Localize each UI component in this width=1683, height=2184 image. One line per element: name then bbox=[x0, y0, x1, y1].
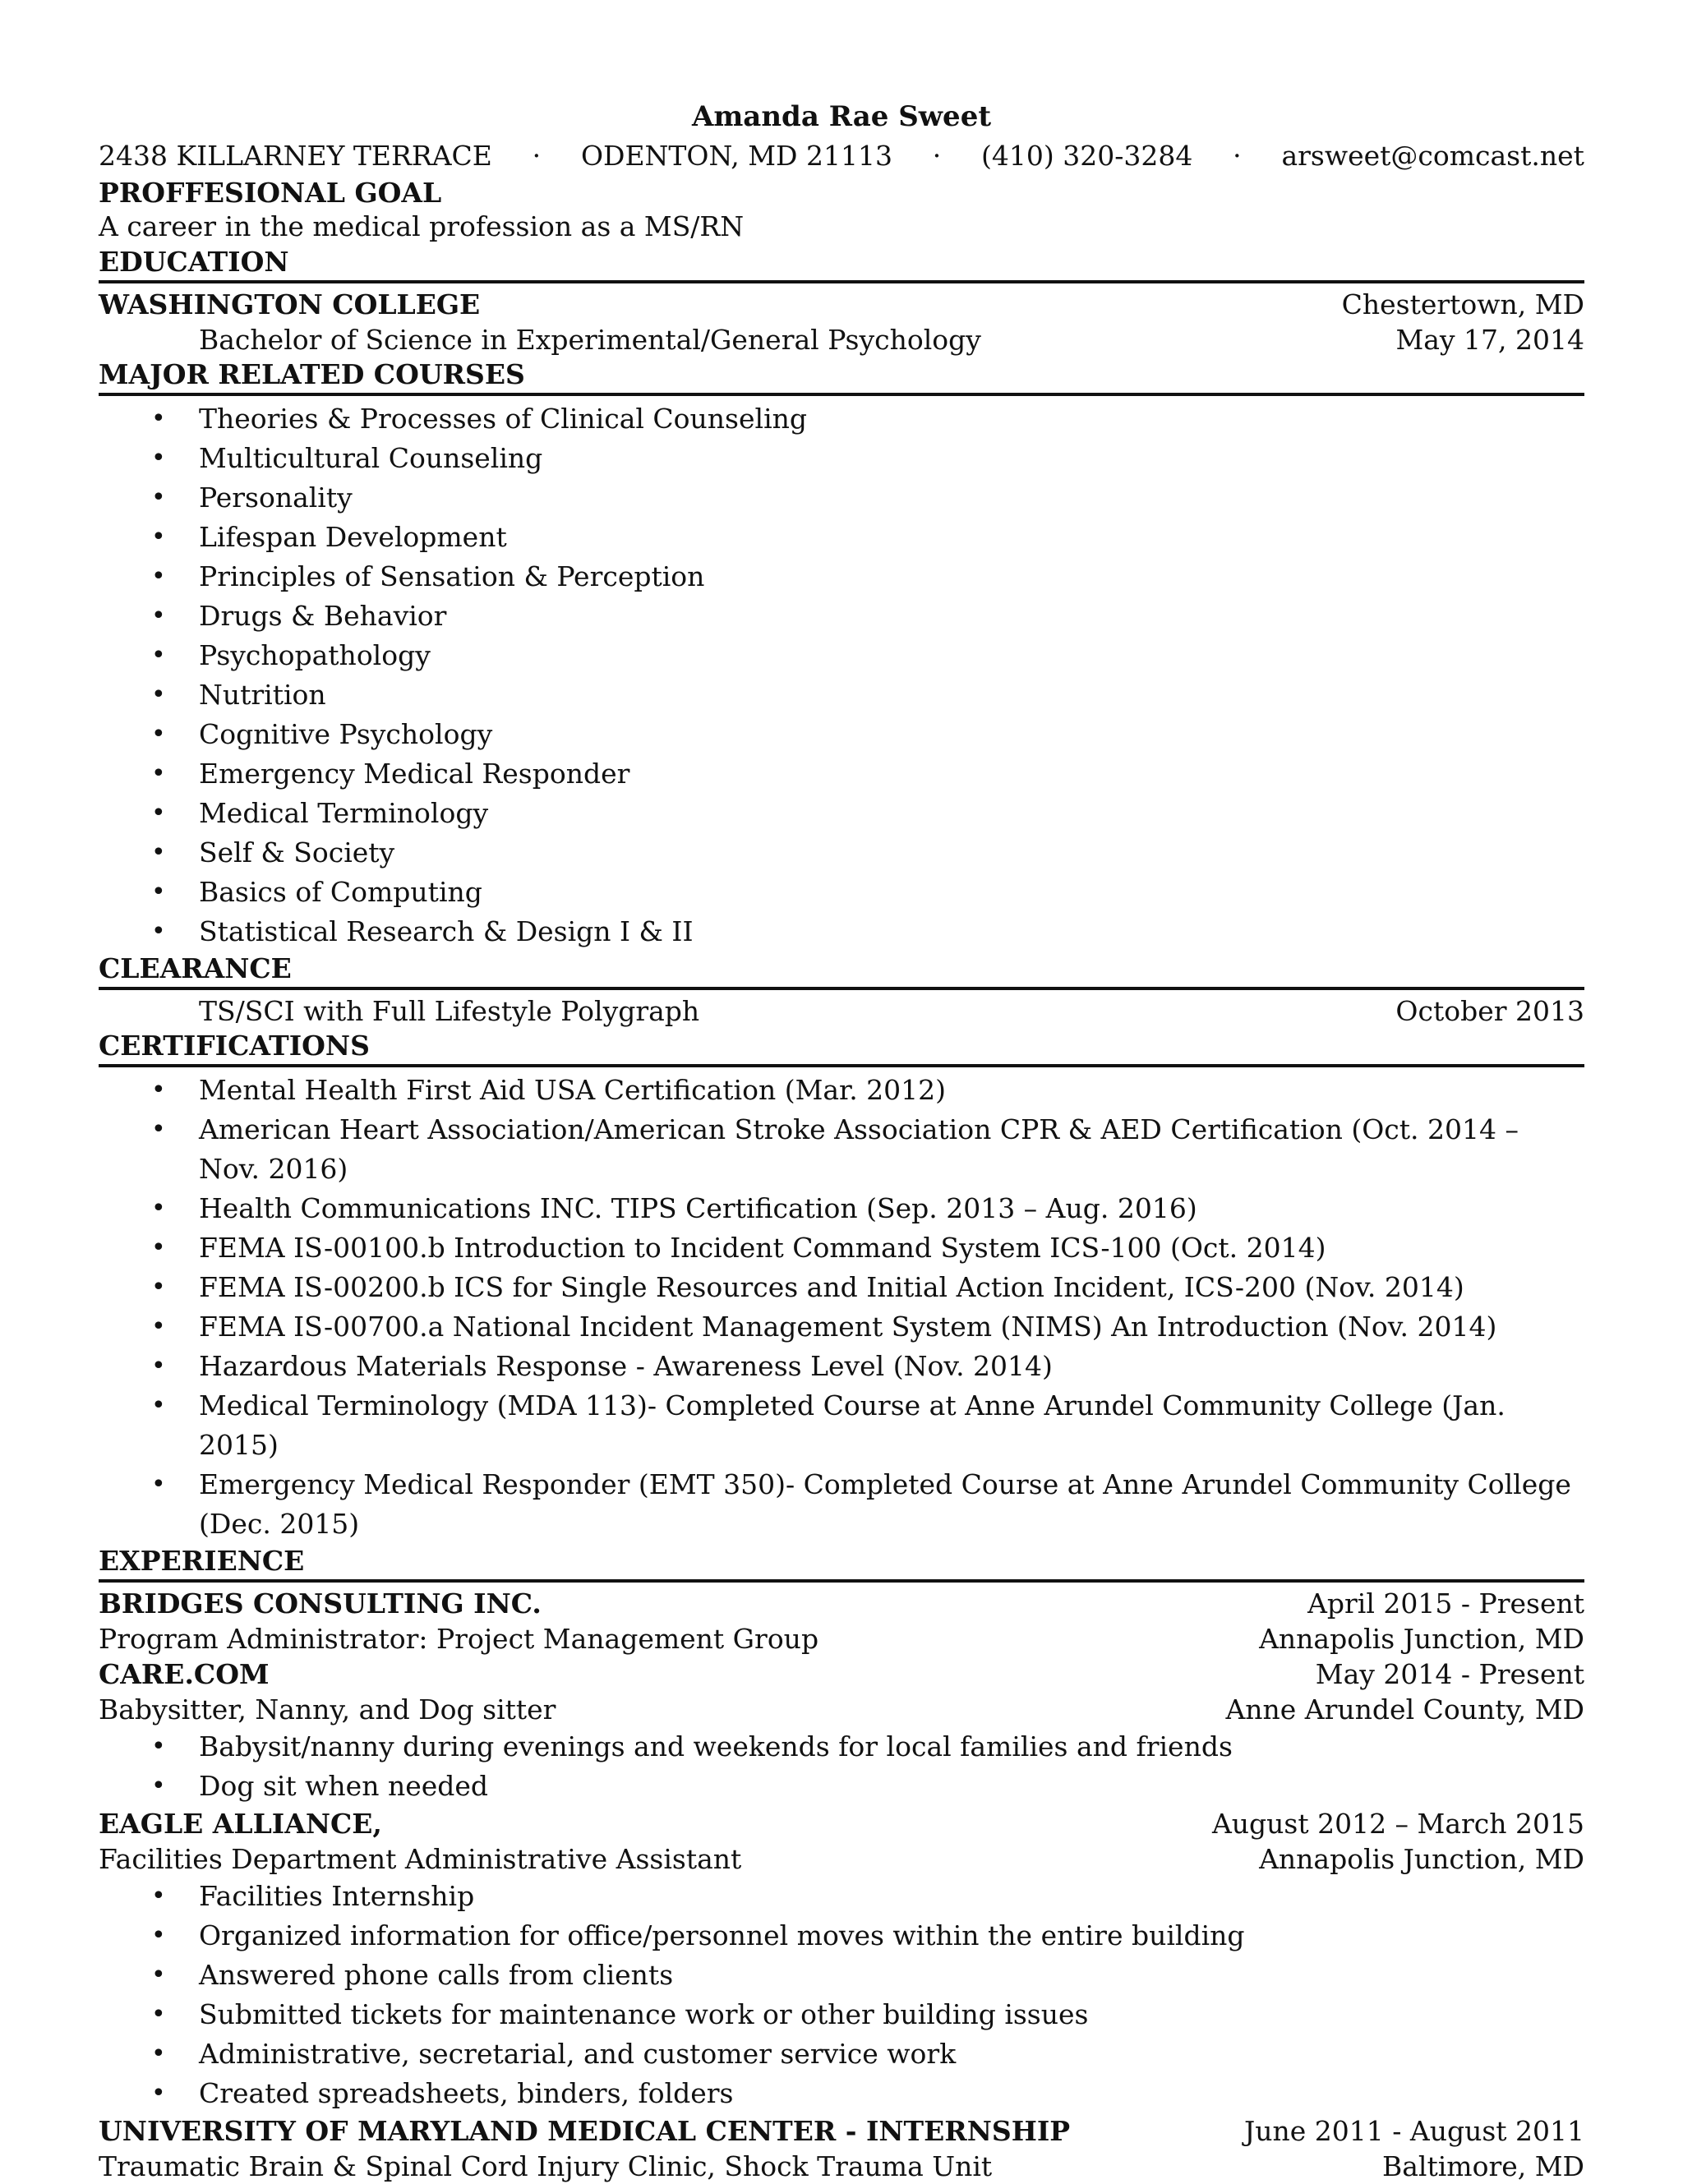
bullet-icon: • bbox=[151, 2039, 166, 2068]
job-location: Anne Arundel County, MD bbox=[1225, 1693, 1584, 1726]
course-item bbox=[99, 518, 1584, 557]
goal-text: A career in the medical profession as a MS/RN bbox=[99, 210, 745, 242]
clearance-text: TS/SCI with Full Lifestyle Polygraph bbox=[199, 995, 700, 1027]
course-item-text: Cognitive Psychology bbox=[199, 718, 493, 750]
course-item-text: Self & Society bbox=[199, 836, 395, 869]
clearance-date: October 2013 bbox=[1395, 995, 1584, 1027]
certifications-list bbox=[99, 1071, 1584, 1544]
job-duty-item-text: Babysit/nanny during evenings and weekends for local families and friends bbox=[199, 1730, 1233, 1762]
certification-item bbox=[99, 1110, 1584, 1189]
job-duty-item bbox=[99, 1767, 1584, 1806]
section-heading-certifications: CERTIFICATIONS bbox=[99, 1030, 1584, 1067]
job-duty-item-text: Dog sit when needed bbox=[199, 1770, 489, 1802]
bullet-icon: • bbox=[151, 759, 166, 788]
separator-dot: · bbox=[532, 140, 542, 172]
course-item-text: Theories & Processes of Clinical Counseling bbox=[199, 403, 808, 435]
certification-item bbox=[99, 1071, 1584, 1110]
bullet-icon: • bbox=[151, 838, 166, 867]
degree-date: May 17, 2014 bbox=[1395, 324, 1584, 356]
certification-item bbox=[99, 1465, 1584, 1544]
bullet-icon: • bbox=[151, 1732, 166, 1761]
clearance-row bbox=[99, 993, 1584, 1029]
job-dates: June 2011 - August 2011 bbox=[1244, 2115, 1584, 2147]
section-heading-courses: MAJOR RELATED COURSES bbox=[99, 359, 1584, 396]
certification-item-text: Hazardous Materials Response - Awareness Level (Nov. 2014) bbox=[199, 1350, 1053, 1382]
course-item-text: Multicultural Counseling bbox=[199, 442, 543, 474]
section-heading-experience: EXPERIENCE bbox=[99, 1546, 1584, 1583]
bullet-icon: • bbox=[151, 878, 166, 906]
certification-item bbox=[99, 1189, 1584, 1228]
bullet-icon: • bbox=[151, 917, 166, 946]
job-duty-item bbox=[99, 2034, 1584, 2074]
job-title: Facilities Department Administrative Assistant bbox=[99, 1843, 742, 1875]
job-duty-item bbox=[99, 1956, 1584, 1995]
job-title-row bbox=[99, 2149, 1584, 2184]
certification-item-text: Health Communications INC. TIPS Certification (Sep. 2013 – Aug. 2016) bbox=[199, 1192, 1197, 1224]
bullet-icon: • bbox=[151, 1115, 166, 1144]
section-heading-clearance: CLEARANCE bbox=[99, 953, 1584, 990]
school-location: Chestertown, MD bbox=[1341, 288, 1584, 320]
street-address: 2438 KILLARNEY TERRACE bbox=[99, 140, 492, 172]
bullet-icon: • bbox=[151, 1772, 166, 1800]
job-duties-list bbox=[99, 1877, 1584, 2113]
courses-list bbox=[99, 399, 1584, 951]
job-location: Annapolis Junction, MD bbox=[1259, 1623, 1584, 1655]
course-item bbox=[99, 912, 1584, 951]
bullet-icon: • bbox=[151, 641, 166, 670]
degree-name: Bachelor of Science in Experimental/General Psychology bbox=[199, 324, 981, 356]
job-dates: May 2014 - Present bbox=[1315, 1658, 1584, 1690]
bullet-icon: • bbox=[151, 2079, 166, 2108]
course-item bbox=[99, 833, 1584, 873]
bullet-icon: • bbox=[151, 444, 166, 472]
job-duty-item bbox=[99, 1877, 1584, 1916]
job-company: CARE.COM bbox=[99, 1658, 270, 1690]
bullet-icon: • bbox=[151, 1076, 166, 1104]
course-item bbox=[99, 439, 1584, 478]
course-item-text: Lifespan Development bbox=[199, 521, 507, 553]
course-item bbox=[99, 557, 1584, 597]
section-heading-goal: PROFFESIONAL GOAL bbox=[99, 177, 442, 209]
job-duty-item-text: Created spreadsheets, binders, folders bbox=[199, 2077, 734, 2109]
certification-item bbox=[99, 1228, 1584, 1268]
job-title-row bbox=[99, 1621, 1584, 1656]
job-header-row bbox=[99, 1806, 1584, 1841]
certification-item bbox=[99, 1307, 1584, 1347]
course-item bbox=[99, 478, 1584, 518]
resume-page bbox=[99, 97, 1584, 2184]
course-item-text: Principles of Sensation & Perception bbox=[199, 560, 705, 592]
job-title: Babysitter, Nanny, and Dog sitter bbox=[99, 1693, 556, 1726]
education-row bbox=[99, 287, 1584, 322]
contact-line bbox=[99, 136, 1584, 176]
course-item-text: Nutrition bbox=[199, 679, 326, 711]
course-item-text: Statistical Research & Design I & II bbox=[199, 915, 694, 947]
job-dates: April 2015 - Present bbox=[1307, 1587, 1584, 1620]
degree-row bbox=[99, 322, 1584, 357]
certification-item-text: FEMA IS-00100.b Introduction to Incident Command System ICS-100 (Oct. 2014) bbox=[199, 1232, 1326, 1264]
job-company: BRIDGES CONSULTING INC. bbox=[99, 1587, 542, 1620]
job-dates: August 2012 – March 2015 bbox=[1211, 1808, 1584, 1840]
course-item-text: Psychopathology bbox=[199, 639, 431, 671]
bullet-icon: • bbox=[151, 1882, 166, 1910]
job-company: UNIVERSITY OF MARYLAND MEDICAL CENTER - INTERNSHIP bbox=[99, 2115, 1071, 2147]
job-duties-list bbox=[99, 1727, 1584, 1806]
job-duty-item bbox=[99, 1995, 1584, 2034]
course-item bbox=[99, 754, 1584, 794]
certification-item-text: Mental Health First Aid USA Certification (Mar. 2012) bbox=[199, 1074, 947, 1106]
certification-item-text: FEMA IS-00700.a National Incident Management System (NIMS) An Introduction (Nov. 2014) bbox=[199, 1311, 1497, 1343]
certification-item bbox=[99, 1386, 1584, 1465]
bullet-icon: • bbox=[151, 404, 166, 433]
job-title-row bbox=[99, 1692, 1584, 1727]
bullet-icon: • bbox=[151, 1352, 166, 1380]
job-duty-item-text: Facilities Internship bbox=[199, 1880, 475, 1912]
job-company: EAGLE ALLIANCE, bbox=[99, 1808, 382, 1840]
school-name: WASHINGTON COLLEGE bbox=[99, 288, 481, 320]
bullet-icon: • bbox=[151, 2000, 166, 2029]
course-item bbox=[99, 399, 1584, 439]
course-item bbox=[99, 794, 1584, 833]
job-header-row bbox=[99, 2113, 1584, 2149]
job-duty-item-text: Submitted tickets for maintenance work or other building issues bbox=[199, 1998, 1089, 2030]
job-title: Program Administrator: Project Management Group bbox=[99, 1623, 819, 1655]
course-item bbox=[99, 636, 1584, 675]
course-item-text: Drugs & Behavior bbox=[199, 600, 447, 632]
bullet-icon: • bbox=[151, 1391, 166, 1420]
bullet-icon: • bbox=[151, 1961, 166, 1989]
bullet-icon: • bbox=[151, 1233, 166, 1262]
bullet-icon: • bbox=[151, 601, 166, 630]
bullet-icon: • bbox=[151, 1194, 166, 1223]
certification-item-text: FEMA IS-00200.b ICS for Single Resources and Initial Action Incident, ICS-200 (Nov. 2014) bbox=[199, 1271, 1464, 1303]
job-duty-item-text: Organized information for office/personnel moves within the entire building bbox=[199, 1919, 1245, 1951]
certification-item-text: Emergency Medical Responder (EMT 350)- Completed Course at Anne Arundel Community College (Dec. 2015) bbox=[199, 1468, 1571, 1540]
certification-item bbox=[99, 1268, 1584, 1307]
course-item bbox=[99, 675, 1584, 715]
certification-item-text: Medical Terminology (MDA 113)- Completed Course at Anne Arundel Community College (Jan. 2015) bbox=[199, 1389, 1505, 1461]
certification-item bbox=[99, 1347, 1584, 1386]
job-title-row bbox=[99, 1841, 1584, 1877]
city-state-zip: ODENTON, MD 21113 bbox=[580, 140, 892, 172]
section-heading-education: EDUCATION bbox=[99, 247, 1584, 283]
job-duty-item bbox=[99, 1916, 1584, 1956]
job-duty-item bbox=[99, 2074, 1584, 2113]
bullet-icon: • bbox=[151, 523, 166, 551]
course-item-text: Emergency Medical Responder bbox=[199, 758, 630, 790]
bullet-icon: • bbox=[151, 1273, 166, 1302]
job-title: Traumatic Brain & Spinal Cord Injury Clinic, Shock Trauma Unit bbox=[99, 2150, 993, 2182]
bullet-icon: • bbox=[151, 1921, 166, 1950]
phone-number: (410) 320-3284 bbox=[981, 140, 1193, 172]
bullet-icon: • bbox=[151, 1312, 166, 1341]
course-item-text: Personality bbox=[199, 481, 353, 514]
job-header-row bbox=[99, 1586, 1584, 1621]
separator-dot: · bbox=[1233, 140, 1242, 172]
job-header-row bbox=[99, 1656, 1584, 1692]
bullet-icon: • bbox=[151, 483, 166, 512]
bullet-icon: • bbox=[151, 680, 166, 709]
job-location: Baltimore, MD bbox=[1382, 2150, 1584, 2182]
course-item bbox=[99, 873, 1584, 912]
separator-dot: · bbox=[932, 140, 942, 172]
course-item bbox=[99, 597, 1584, 636]
applicant-name: Amanda Rae Sweet bbox=[691, 100, 992, 133]
course-item-text: Medical Terminology bbox=[199, 797, 489, 829]
job-duty-item bbox=[99, 1727, 1584, 1767]
experience-list bbox=[99, 1586, 1584, 2184]
job-duty-item-text: Administrative, secretarial, and customer service work bbox=[199, 2038, 957, 2070]
bullet-icon: • bbox=[151, 562, 166, 591]
course-item-text: Basics of Computing bbox=[199, 876, 482, 908]
certification-item-text: American Heart Association/American Stroke Association CPR & AED Certification (Oct. 2014 – Nov. 2016) bbox=[199, 1113, 1519, 1185]
job-duty-item-text: Answered phone calls from clients bbox=[199, 1959, 674, 1991]
email-address: arsweet@comcast.net bbox=[1281, 140, 1584, 172]
job-location: Annapolis Junction, MD bbox=[1259, 1843, 1584, 1875]
bullet-icon: • bbox=[151, 720, 166, 749]
bullet-icon: • bbox=[151, 1470, 166, 1499]
bullet-icon: • bbox=[151, 799, 166, 827]
course-item bbox=[99, 715, 1584, 754]
